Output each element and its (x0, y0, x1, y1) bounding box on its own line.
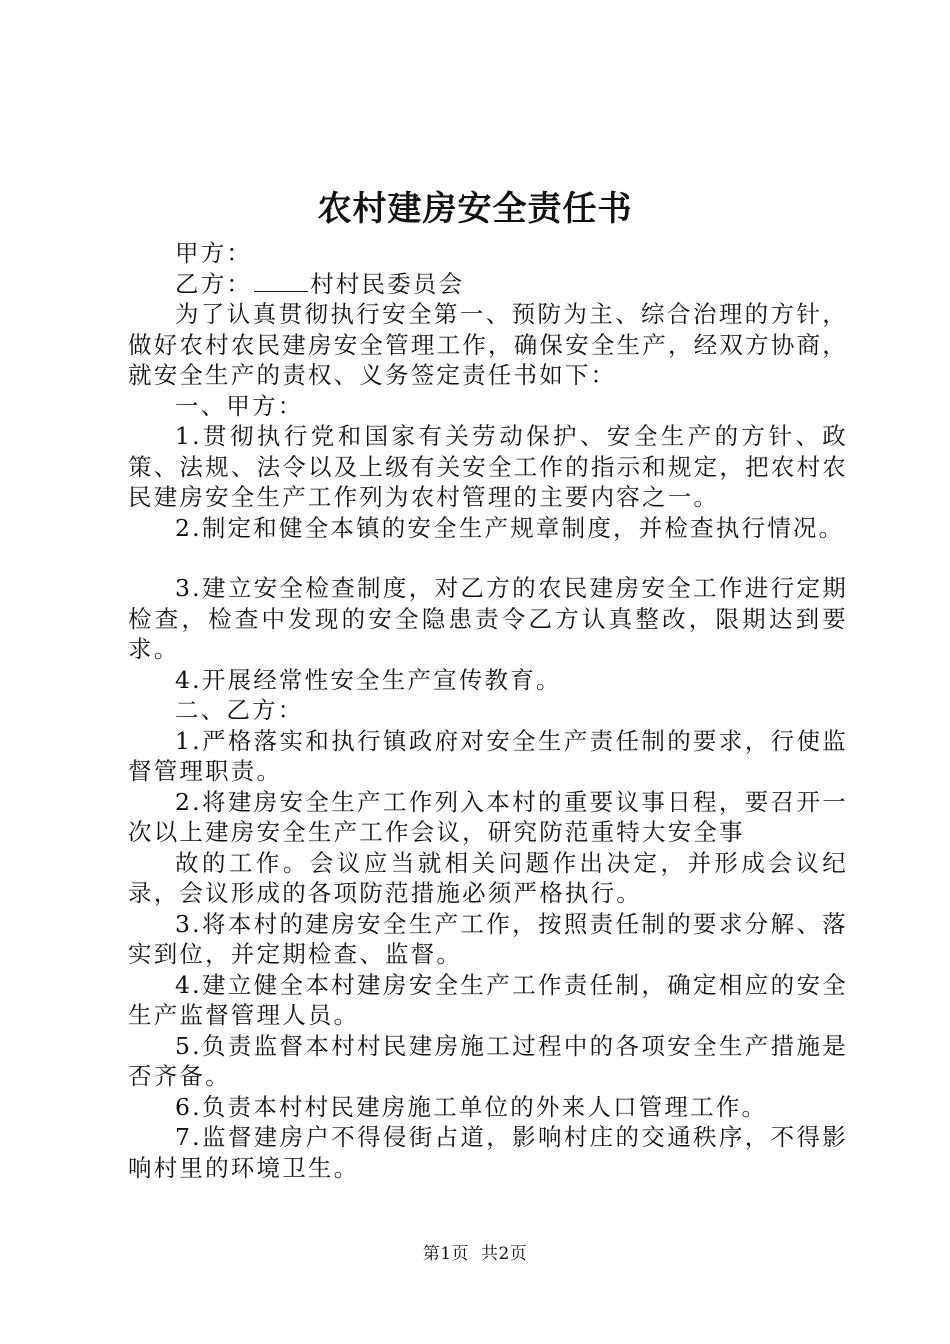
section-b-item-2-continued: 故的工作。会议应当就相关问题作出决定，并形成会议纪录，会议形成的各项防范措施必须严格执行。 (128, 848, 848, 907)
page-total: 共2页 (480, 1244, 528, 1264)
page-footer (0, 1242, 950, 1266)
document-body (128, 238, 848, 1183)
party-b-line (128, 269, 848, 300)
section-b-heading: 二、乙方： (175, 696, 304, 724)
name-blank (254, 269, 308, 292)
section-b-item-1: 1.严格落实和执行镇政府对安全生产责任制的要求，行使监督管理职责。 (128, 726, 848, 785)
document-title: 农村建房安全责任书 (317, 189, 633, 229)
section-a-item-3: 3.建立安全检查制度，对乙方的农民建房安全工作进行定期检查，检查中发现的安全隐患责令乙方认真整改，限期达到要求。 (128, 574, 848, 663)
section-a-item-1: 1.贯彻执行党和国家有关劳动保护、安全生产的方针、政策、法规、法令以及上级有关安全工作的指示和规定，把农村农民建房安全生产工作列为农村管理的主要内容之一。 (128, 422, 848, 511)
section-a-item-4: 4.开展经常性安全生产宣传教育。 (175, 665, 562, 694)
intro-paragraph: 为了认真贯彻执行安全第一、预防为主、综合治理的方针，做好农村农民建房安全管理工作，确保安全生产，经双方协商，就安全生产的责权、义务签定责任书如下： (128, 300, 848, 389)
section-b-item-5: 5.负责监督本村村民建房施工过程中的各项安全生产措施是否齐备。 (128, 1031, 848, 1090)
section-b-item-2: 2.将建房安全生产工作列入本村的重要议事日程，要召开一次以上建房安全生产工作会议，研究防范重特大安全事 (128, 787, 848, 846)
party-a-line: 甲方： (175, 239, 253, 267)
section-a-item-2: 2.制定和健全本镇的安全生产规章制度，并检查执行情况。 (175, 513, 845, 542)
party-b-prefix: 乙方： (175, 269, 253, 298)
section-b-item-4: 4.建立健全本村建房安全生产工作责任制，确定相应的安全生产监督管理人员。 (128, 970, 848, 1029)
section-b-item-7: 7.监督建房户不得侵街占道，影响村庄的交通秩序，不得影响村里的环境卫生。 (128, 1123, 848, 1182)
party-b-suffix: 村村民委员会 (310, 269, 465, 298)
section-a-heading: 一、甲方： (175, 391, 304, 420)
section-b-item-3: 3.将本村的建房安全生产工作，按照责任制的要求分解、落实到位，并定期检查、监督。 (128, 909, 848, 968)
page-number: 第1页 (422, 1244, 470, 1264)
section-b-item-6: 6.负责本村村民建房施工单位的外来人口管理工作。 (175, 1092, 768, 1121)
paragraph-gap (128, 543, 848, 573)
